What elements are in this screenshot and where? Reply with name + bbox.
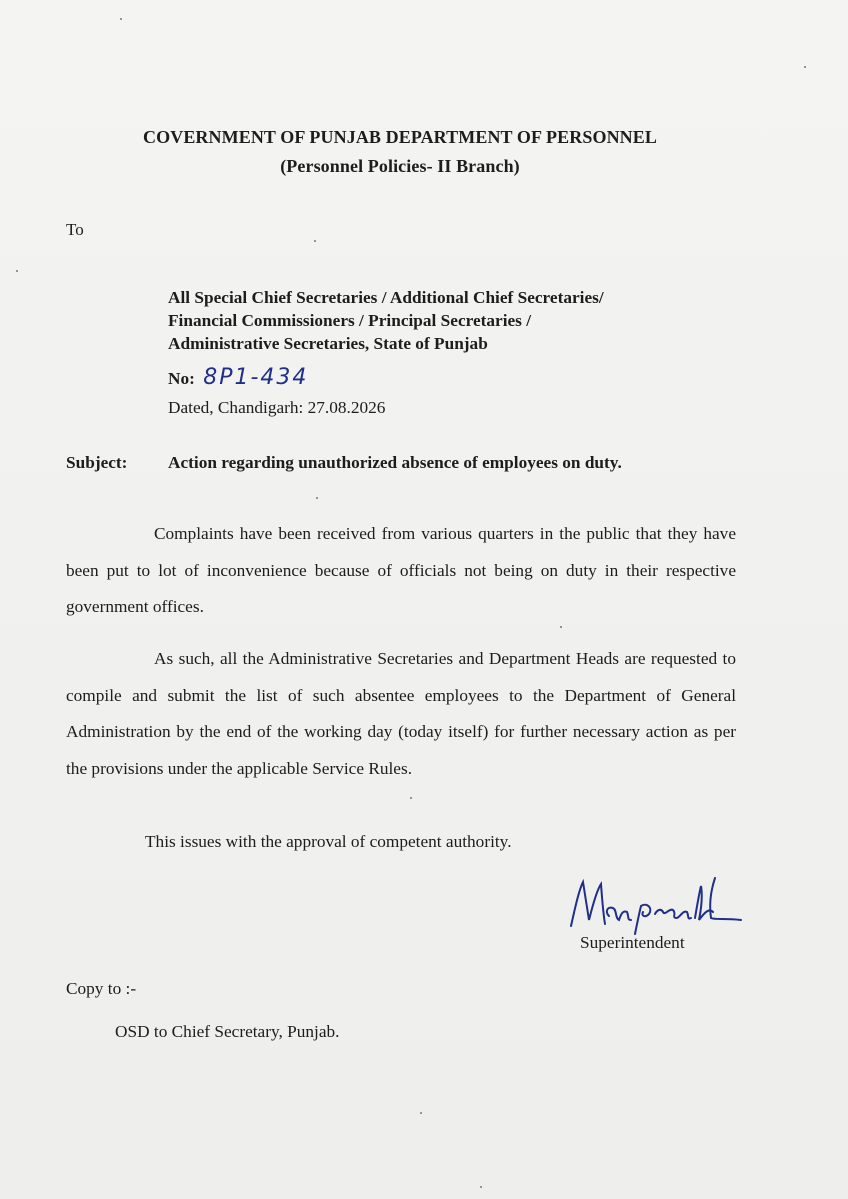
scan-speck bbox=[480, 1186, 482, 1188]
body-paragraph-2 bbox=[66, 641, 736, 787]
scan-speck bbox=[410, 797, 412, 799]
date-line: Dated, Chandigarh: 27.08.2026 bbox=[168, 398, 386, 417]
addressee-line: All Special Chief Secretaries / Additional Chief Secretaries/ bbox=[168, 288, 604, 307]
reference-number-label: No: bbox=[168, 369, 195, 388]
scan-speck bbox=[316, 497, 318, 499]
to-label: To bbox=[66, 220, 84, 239]
reference-number bbox=[168, 365, 308, 390]
addressee-line: Financial Commissioners / Principal Secretaries / bbox=[168, 311, 532, 330]
copy-recipient: OSD to Chief Secretary, Punjab. bbox=[115, 1022, 340, 1041]
scan-speck bbox=[420, 1112, 422, 1114]
addressee-line: Administrative Secretaries, State of Punjab bbox=[168, 334, 488, 353]
copy-to-label: Copy to :- bbox=[66, 979, 137, 998]
subject-text: Action regarding unauthorized absence of employees on duty. bbox=[168, 453, 622, 472]
scan-speck bbox=[804, 66, 806, 68]
reference-number-handwritten: 8P1-434 bbox=[203, 365, 309, 390]
approval-line: This issues with the approval of competent authority. bbox=[145, 832, 512, 851]
scan-speck bbox=[314, 240, 316, 242]
signatory-designation: Superintendent bbox=[580, 933, 685, 952]
body-paragraph-1 bbox=[66, 516, 736, 626]
body-paragraph-2-text: As such, all the Administrative Secretaries and Department Heads are requested to compile and submit the list of such absentee employees to the Department of General Administration by the end of the working day (today itself) for further necessary action as per the provisions under the applicable Service Rules. bbox=[66, 649, 736, 778]
department-title: COVERNMENT OF PUNJAB DEPARTMENT OF PERSONNEL bbox=[143, 127, 657, 147]
scan-speck bbox=[120, 18, 122, 20]
body-paragraph-1-text: Complaints have been received from various quarters in the public that they have been put to lot of inconvenience because of officials not being on duty in their respective government offices. bbox=[66, 524, 736, 616]
scan-speck bbox=[16, 270, 18, 272]
branch-subtitle: (Personnel Policies- II Branch) bbox=[280, 156, 520, 176]
addressee-block bbox=[168, 286, 604, 355]
scan-speck bbox=[560, 626, 562, 628]
letterhead bbox=[0, 127, 800, 177]
handwritten-signature bbox=[565, 868, 745, 938]
subject-label: Subject: bbox=[66, 453, 128, 472]
